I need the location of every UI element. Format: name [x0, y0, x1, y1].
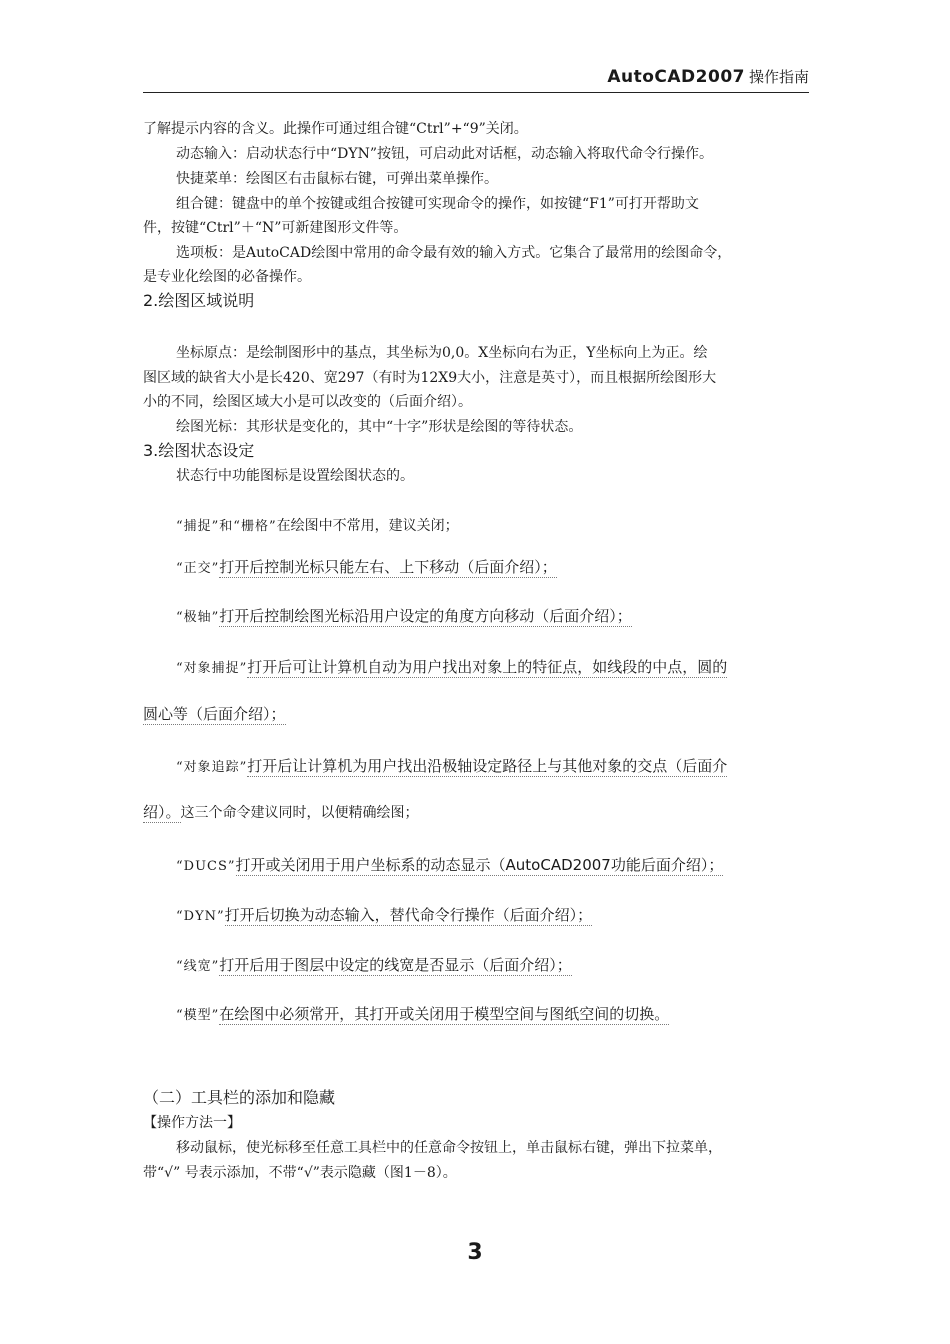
status-item-ducs: [176, 854, 813, 878]
item-quote: “捕捉”和“栅格”: [176, 519, 277, 534]
item-quote: “DYN”: [176, 909, 225, 924]
item-quote: “对象追踪”: [176, 760, 248, 775]
header-title: AutoCAD2007: [607, 67, 745, 87]
combo-key-line: 组合键：键盘中的单个按键或组合按键可实现命令的操作，如按键“F1”可打开帮助文: [176, 196, 699, 212]
item-quote: “线宽”: [176, 959, 220, 974]
item-text-cont: 绍）。: [143, 803, 181, 821]
status-item-osnap: [176, 656, 813, 680]
item-text: 打开或关闭用于用户坐标系的动态显示（AutoCAD2007功能后面介绍）；: [235, 856, 724, 874]
status-item-polar: [176, 605, 813, 629]
status-item-ortho: [176, 556, 813, 580]
item-quote: “模型”: [176, 1008, 220, 1023]
page-header: [143, 66, 809, 93]
status-item-dyn: [176, 904, 813, 928]
section-heading: 3.绘图状态设定: [143, 441, 255, 460]
item-text-cont: 圆心等（后面介绍）；: [143, 705, 286, 723]
body-line: 图区域的缺省大小是长420、宽297（有时为12X9大小，注意是英寸），而且根据所绘图形大: [143, 370, 717, 386]
item-quote: “对象捕捉”: [176, 661, 248, 676]
palette-line: 是专业化绘图的必备操作。: [143, 269, 311, 285]
body-line: 小的不同，绘图区域大小是可以改变的（后面介绍）。: [143, 394, 472, 410]
status-item-osnap-cont: [143, 703, 813, 726]
item-text: 打开后控制光标只能左右、上下移动（后面介绍）；: [219, 558, 557, 576]
intro-line: 了解提示内容的含义。此操作可通过组合键“Ctrl”+“9”关闭。: [143, 121, 528, 137]
palette-paragraph: [176, 244, 813, 262]
item-text: 打开后可让计算机自动为用户找出对象上的特征点，如线段的中点，圆的: [247, 658, 728, 676]
dynamic-input-paragraph: [176, 145, 813, 163]
item-quote: “正交”: [176, 561, 220, 576]
term-text: ：启动状态行中“DYN”按钮，可启动此对话框，动态输入将取代命令行操作。: [232, 146, 714, 162]
item-text: 在绘图中不常用，建议关闭；: [276, 518, 459, 534]
item-quote: “极轴”: [176, 610, 220, 625]
combo-key-line: 件，按键“Ctrl”＋“N”可新建图形文件等。: [143, 220, 408, 236]
term-label: 状态行: [176, 468, 218, 484]
status-item-snap-grid: [176, 517, 813, 536]
body-line: 带“√” 号表示添加，不带“√”表示隐藏（图1－8）。: [143, 1165, 457, 1181]
term-label: 选项板: [176, 245, 218, 261]
item-text: 打开后切换为动态输入，替代命令行操作（后面介绍）；: [224, 906, 593, 924]
status-item-model: [176, 1003, 813, 1027]
item-quote: “DUCS”: [176, 859, 236, 874]
body-line: 坐标原点：是绘制图形中的基点，其坐标为0,0。X坐标向右为正，Y坐标向上为正。绘: [176, 345, 708, 361]
section-heading: （二）工具栏的添加和隐藏: [143, 1088, 336, 1107]
method-label: 【操作方法一】: [143, 1115, 241, 1131]
item-text: 打开后控制绘图光标沿用户设定的角度方向移动（后面介绍）；: [219, 607, 632, 625]
term-text: ：绘图区右击鼠标右键，可弹出菜单操作。: [232, 171, 498, 187]
shortcut-menu-paragraph: [176, 170, 813, 188]
body-line: 移动鼠标，使光标移至任意工具栏中的任意命令按钮上，单击鼠标右键，弹出下拉菜单，: [176, 1140, 722, 1156]
body-line: 绘图光标：其形状是变化的，其中“十字”形状是绘图的等待状态。: [176, 419, 583, 435]
term-label: 动态输入: [176, 146, 232, 162]
section-heading: 2.绘图区域说明: [143, 291, 255, 310]
status-item-lineweight: [176, 954, 813, 978]
term-text: ：是AutoCAD绘图中常用的命令最有效的输入方式。它集合了最常用的绘图命令，: [218, 245, 732, 261]
term-label: 快捷菜单: [176, 171, 232, 187]
status-item-otrack-cont: [143, 801, 813, 824]
item-text: 在绘图中必须常开，其打开或关闭用于模型空间与图纸空间的切换。: [219, 1005, 670, 1023]
header-subtitle: 操作指南: [748, 68, 809, 86]
status-bar-intro: [176, 467, 813, 485]
item-text: 打开后用于图层中设定的线宽是否显示（后面介绍）；: [219, 956, 572, 974]
status-item-otrack: [176, 755, 813, 779]
item-text-plain: 这三个命令建议同时，以便精确绘图；: [180, 805, 419, 821]
page-number: 3: [467, 1240, 483, 1265]
item-text: 打开后让计算机为用户找出沿极轴设定路径上与其他对象的交点（后面介: [247, 757, 728, 775]
term-text: 中功能图标是设置绘图状态的。: [218, 468, 414, 484]
